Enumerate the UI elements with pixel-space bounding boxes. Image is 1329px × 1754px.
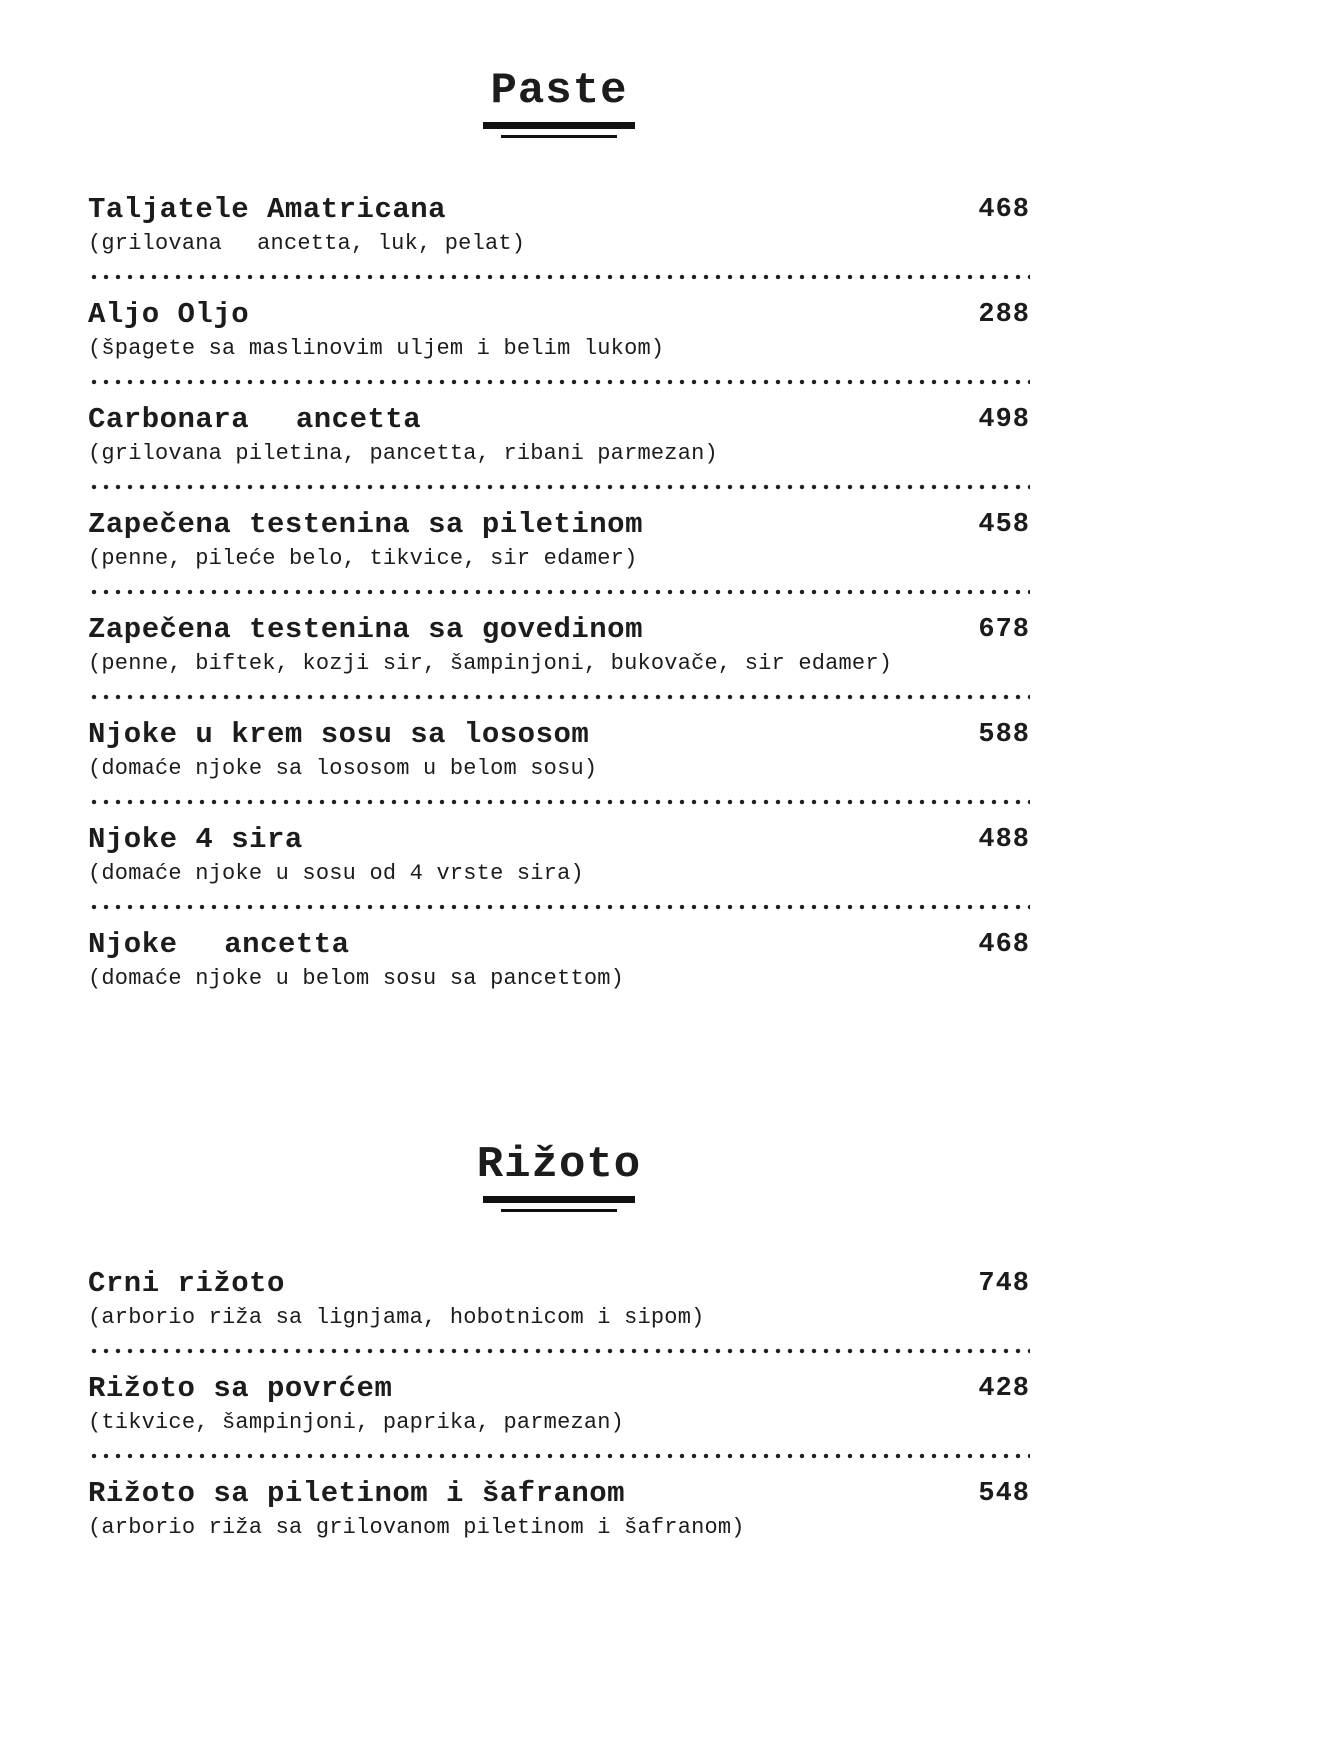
item-price: 488 <box>978 825 1030 856</box>
item-name-text: Carbonara <box>88 403 268 437</box>
menu-item-carbonara-pancetta <box>88 393 1030 469</box>
item-row <box>88 393 1030 438</box>
item-name-text: Zapečena testenina sa govedinom <box>88 613 643 647</box>
item-desc-text: (grilovana piletina, pancetta, ribani parmezan) <box>88 441 718 467</box>
menu-item-rizoto-piletina-safran <box>88 1476 1030 1543</box>
item-description <box>88 543 1030 574</box>
item-description <box>88 1407 1030 1438</box>
dotted-separator <box>88 694 1030 700</box>
item-description <box>88 648 1030 679</box>
item-row <box>88 717 1030 753</box>
item-name: Carbonara Pancetta <box>88 393 422 438</box>
item-price: 588 <box>978 720 1030 751</box>
item-name-text: Aljo Oljo <box>88 298 250 332</box>
item-name-text: Crni rižoto <box>88 1267 285 1301</box>
item-name <box>88 717 589 753</box>
item-name <box>88 1266 285 1302</box>
menu-item-rizoto-povrce <box>88 1371 1030 1438</box>
item-description <box>88 438 1030 469</box>
item-name-text: Rižoto sa povrćem <box>88 1372 393 1406</box>
menu-item-zapecena-govedina <box>88 612 1030 679</box>
dotted-separator <box>88 484 1030 490</box>
item-name-text: Njoke u krem sosu sa lososom <box>88 718 590 752</box>
item-row <box>88 918 1030 963</box>
item-desc-text: (arborio riža sa grilovanom piletinom i šafranom) <box>88 1515 745 1541</box>
item-desc-text: (tikvice, šampinjoni, paprika, parmezan) <box>88 1410 625 1436</box>
dotted-separator <box>88 904 1030 910</box>
menu-item-njoke-pancetta <box>88 918 1030 994</box>
item-description <box>88 963 1030 994</box>
item-desc-text: (penne, pileće belo, tikvice, sir edamer) <box>88 546 638 572</box>
item-price: 548 <box>978 1479 1030 1510</box>
item-name <box>88 297 249 333</box>
item-description <box>88 1512 1030 1543</box>
item-row <box>88 822 1030 858</box>
item-name <box>88 1476 625 1512</box>
menu-item-aljo-oljo <box>88 297 1030 364</box>
item-name-text: Taljatele Amatricana <box>88 193 447 227</box>
section-rizoto <box>88 1142 1030 1543</box>
item-price: 748 <box>978 1269 1030 1300</box>
item-desc-text: (domaće njoke u sosu od 4 vrste sira) <box>88 861 584 887</box>
item-name-text: Njoke 4 sira <box>88 823 303 857</box>
title-underline-thin <box>501 1209 617 1212</box>
item-row <box>88 297 1030 333</box>
item-name-text: ancetta <box>224 928 350 962</box>
menu-item-njoke-4-sira <box>88 822 1030 889</box>
section-paste <box>88 68 1030 994</box>
title-underline-thin <box>501 135 617 138</box>
item-name-text: Zapečena testenina sa piletinom <box>88 508 643 542</box>
item-row <box>88 507 1030 543</box>
dotted-separator <box>88 589 1030 595</box>
item-row <box>88 1266 1030 1302</box>
section-title: Rižoto <box>476 1140 642 1191</box>
dotted-separator <box>88 1453 1030 1459</box>
item-row <box>88 1371 1030 1407</box>
item-name: Njoke Pancetta <box>88 918 350 963</box>
item-description: (grilovana Pancetta, luk, pelat) <box>88 223 526 258</box>
item-desc-text: (špagete sa maslinovim uljem i belim lukom) <box>88 336 665 362</box>
item-price: 468 <box>978 930 1030 961</box>
item-name-text: ancetta <box>295 403 422 437</box>
dotted-separator <box>88 799 1030 805</box>
item-price: 498 <box>978 405 1030 436</box>
section-rizoto-header <box>88 1142 1030 1212</box>
item-desc-text: (penne, biftek, kozji sir, šampinjoni, bukovače, sir edamer) <box>88 651 893 677</box>
item-description <box>88 858 1030 889</box>
item-description <box>88 1302 1030 1333</box>
item-name-text: Njoke <box>88 928 196 962</box>
item-price: 288 <box>978 300 1030 331</box>
menu-item-crni-rizoto <box>88 1266 1030 1333</box>
item-desc-text: ancetta, luk, pelat) <box>257 231 526 257</box>
dotted-separator <box>88 274 1030 280</box>
item-name <box>88 822 303 858</box>
dotted-separator <box>88 1348 1030 1354</box>
item-desc-text: (grilovana <box>88 231 236 257</box>
title-underline-thick <box>483 122 635 129</box>
menu-item-taljatele-amatricana <box>88 192 1030 259</box>
item-row <box>88 1476 1030 1512</box>
item-price: 468 <box>978 195 1030 226</box>
menu-item-zapecena-piletina <box>88 507 1030 574</box>
item-row <box>88 612 1030 648</box>
item-price: 678 <box>978 615 1030 646</box>
item-desc-text: (domaće njoke sa lososom u belom sosu) <box>88 756 598 782</box>
item-description <box>88 753 1030 784</box>
section-paste-header <box>88 68 1030 138</box>
item-price: 428 <box>978 1374 1030 1405</box>
item-description <box>88 333 1030 364</box>
section-title: Paste <box>490 66 628 116</box>
item-price: 458 <box>978 510 1030 541</box>
item-row <box>88 192 1030 228</box>
item-name <box>88 1371 392 1407</box>
menu-item-njoke-losos <box>88 717 1030 784</box>
item-name <box>88 507 643 543</box>
dotted-separator <box>88 379 1030 385</box>
item-name <box>88 192 446 228</box>
title-underline-thick <box>483 1196 635 1203</box>
item-name <box>88 612 643 648</box>
item-desc-text: (domaće njoke u belom sosu sa pancettom) <box>88 966 625 992</box>
item-desc-text: (arborio riža sa lignjama, hobotnicom i sipom) <box>88 1305 705 1331</box>
item-name-text: Rižoto sa piletinom i šafranom <box>88 1477 626 1511</box>
